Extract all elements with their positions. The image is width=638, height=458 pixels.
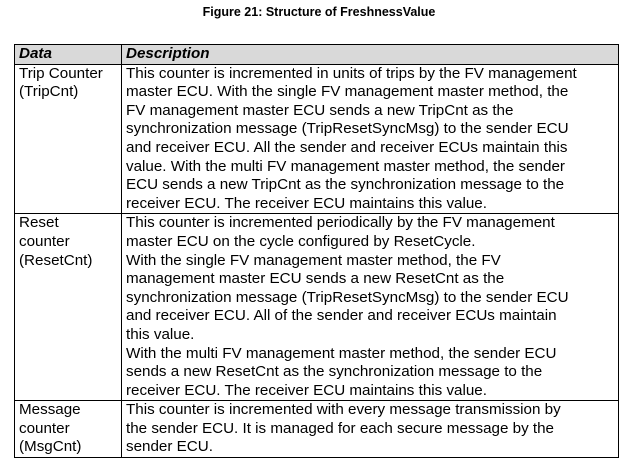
table-row-reset-counter <box>15 214 619 401</box>
description-line: synchronization message (TripResetSyncMsg) to the sender ECU <box>126 288 569 306</box>
table-row-message-counter <box>15 401 619 458</box>
cell-description <box>122 64 619 214</box>
description-line: and receiver ECU. All of the sender and receiver ECUs maintain <box>126 307 557 325</box>
description-line: sends a new ResetCnt as the synchronization message to the <box>126 363 543 381</box>
data-line: Message <box>19 401 81 419</box>
description-line: This counter is incremented periodically by the FV management <box>126 214 555 232</box>
cell-data <box>15 64 122 214</box>
description-line: management master ECU sends a new ResetCnt as the <box>126 270 505 288</box>
description-line: master ECU on the cycle configured by ResetCycle. <box>126 232 476 250</box>
header-data: Data <box>15 45 122 65</box>
description-line: With the multi FV management master method, the sender ECU <box>126 344 557 362</box>
description-line: sender ECU. <box>126 438 213 456</box>
table-header-row <box>15 45 619 65</box>
data-line: Trip Counter <box>19 64 103 82</box>
description-line: FV management master ECU sends a new TripCnt as the <box>126 101 514 119</box>
description-line: ECU sends a new TripCnt as the synchronization message to the <box>126 176 565 194</box>
description-line: and receiver ECU. All the sender and receiver ECUs maintain this <box>126 138 568 156</box>
data-line: (TripCnt) <box>19 83 79 101</box>
data-line: counter <box>19 419 70 437</box>
data-line: (ResetCnt) <box>19 251 93 269</box>
description-line: receiver ECU. The receiver ECU maintains this value. <box>126 194 487 212</box>
description-line: synchronization message (TripResetSyncMsg) to the sender ECU <box>126 120 569 138</box>
data-line: (MsgCnt) <box>19 438 82 456</box>
cell-description <box>122 401 619 458</box>
data-line: counter <box>19 232 70 250</box>
description-line: With the single FV management master method, the FV <box>126 251 501 269</box>
description-line: master ECU. With the single FV management master method, the <box>126 83 569 101</box>
table-row-trip-counter <box>15 64 619 214</box>
freshness-value-table <box>14 44 619 458</box>
cell-description <box>122 214 619 401</box>
cell-data <box>15 214 122 401</box>
description-line: This counter is incremented in units of trips by the FV management <box>126 64 577 82</box>
description-line: the sender ECU. It is managed for each secure message by the <box>126 419 555 437</box>
description-line: value. With the multi FV management master method, the sender <box>126 157 565 175</box>
data-line: Reset <box>19 214 59 232</box>
header-description: Description <box>122 45 619 65</box>
description-line: this value. <box>126 325 195 343</box>
cell-data <box>15 401 122 458</box>
figure-caption: Figure 21: Structure of FreshnessValue <box>202 5 436 19</box>
description-line: This counter is incremented with every message transmission by <box>126 401 561 419</box>
description-line: receiver ECU. The receiver ECU maintains this value. <box>126 381 487 399</box>
